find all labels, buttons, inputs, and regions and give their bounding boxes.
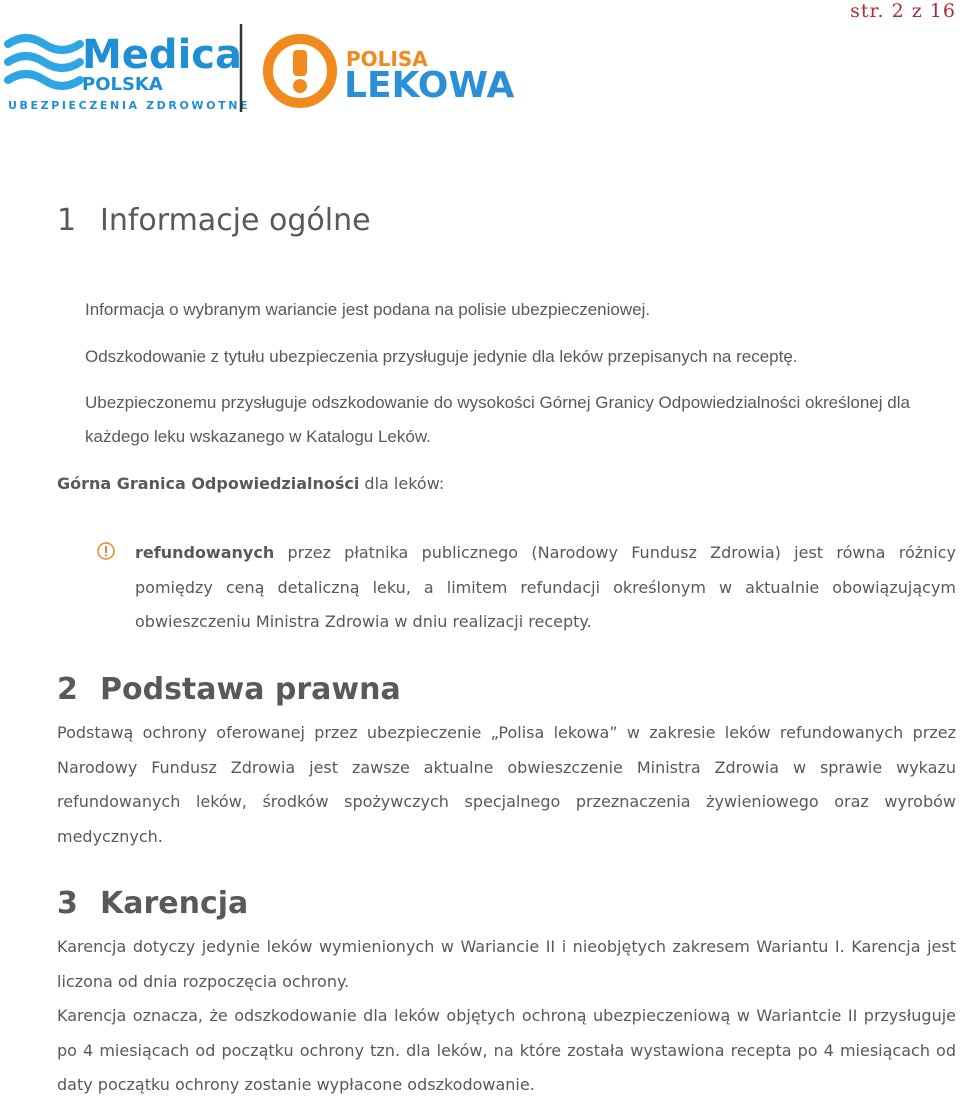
bullet-bold: refundowanych xyxy=(135,543,275,562)
section-1-title: Informacje ogólne xyxy=(100,203,371,238)
section-2-heading xyxy=(57,672,401,707)
medica-tagline: UBEZPIECZENIA ZDROWOTNE xyxy=(8,99,251,112)
polisa-big: LEKOWA xyxy=(344,65,515,106)
waves-icon xyxy=(8,38,80,86)
s3-paragraph-2: Karencja oznacza, że odszkodowanie dla leków objętych ochroną ubezpieczeniową w Wariantcie II przysługuje po 4 miesiącach od początku ochrony tzn. dla leków, na które została wystawiona recepta po 4 miesiącach od daty początku ochrony zostanie wypłacone odszkodowanie. xyxy=(57,1006,956,1094)
section-2-title: Podstawa prawna xyxy=(100,672,401,707)
s2-paragraph-1: Podstawą ochrony oferowanej przez ubezpieczenie „Polisa lekowa” w zakresie leków refundowanych przez Narodowy Fundusz Zdrowia jest zawsze aktualne obwieszczenie Ministra Zdrowia w sprawie wykazu refundowanych leków, środków spożywczych specjalnego przeznaczenia żywieniowego oraz wyrobów medycznych. xyxy=(57,723,956,846)
s1-bullet-item xyxy=(135,536,956,640)
exclamation-circle-icon xyxy=(268,39,332,103)
section-3-number: 3 xyxy=(57,886,78,921)
bullet-rest: przez płatnika publicznego (Narodowy Fundusz Zdrowia) jest równa różnicy pomiędzy ceną detaliczną leku, a limitem refundacji określonym w aktualnie obowiązującym obwieszczeniu Ministra Zdrowia w dniu realizacji recepty. xyxy=(135,543,956,631)
section-1-number: 1 xyxy=(57,203,77,238)
limit-rest: dla leków: xyxy=(359,474,445,493)
medica-logo xyxy=(8,32,250,112)
s1-limit-intro xyxy=(57,467,957,502)
warning-bullet-icon xyxy=(96,541,116,561)
medica-sub: POLSKA xyxy=(82,74,163,95)
section-2-number: 2 xyxy=(57,672,78,707)
s3-paragraph-1: Karencja dotyczy jedynie leków wymienionych w Wariancie II i nieobjętych zakresem Wariantu I. Karencja jest liczona od dnia rozpoczęcia ochrony. xyxy=(57,937,956,991)
section-3-title: Karencja xyxy=(100,886,249,921)
section-1-heading xyxy=(57,203,371,238)
polisa-lekowa-logo xyxy=(268,39,515,106)
s1-paragraph-2: Odszkodowanie z tytułu ubezpieczenia przysługuje jedynie dla leków przepisanych na receptę. xyxy=(85,347,798,366)
polisa-small: POLISA xyxy=(346,47,428,71)
section-3-heading xyxy=(57,886,248,921)
header-logos xyxy=(0,22,570,122)
s1-paragraph-1: Informacja o wybranym wariancie jest podana na polisie ubezpieczeniowej. xyxy=(85,300,651,319)
s1-paragraph-3: Ubezpieczonemu przysługuje odszkodowanie do wysokości Górnej Granicy Odpowiedzialności określonej dla każdego leku wskazanego w Katalogu Leków. xyxy=(85,393,910,446)
page-number: str. 2 z 16 xyxy=(850,0,956,22)
medica-wordmark: Medica xyxy=(82,32,242,78)
limit-bold-label: Górna Granica Odpowiedzialności xyxy=(57,474,360,493)
